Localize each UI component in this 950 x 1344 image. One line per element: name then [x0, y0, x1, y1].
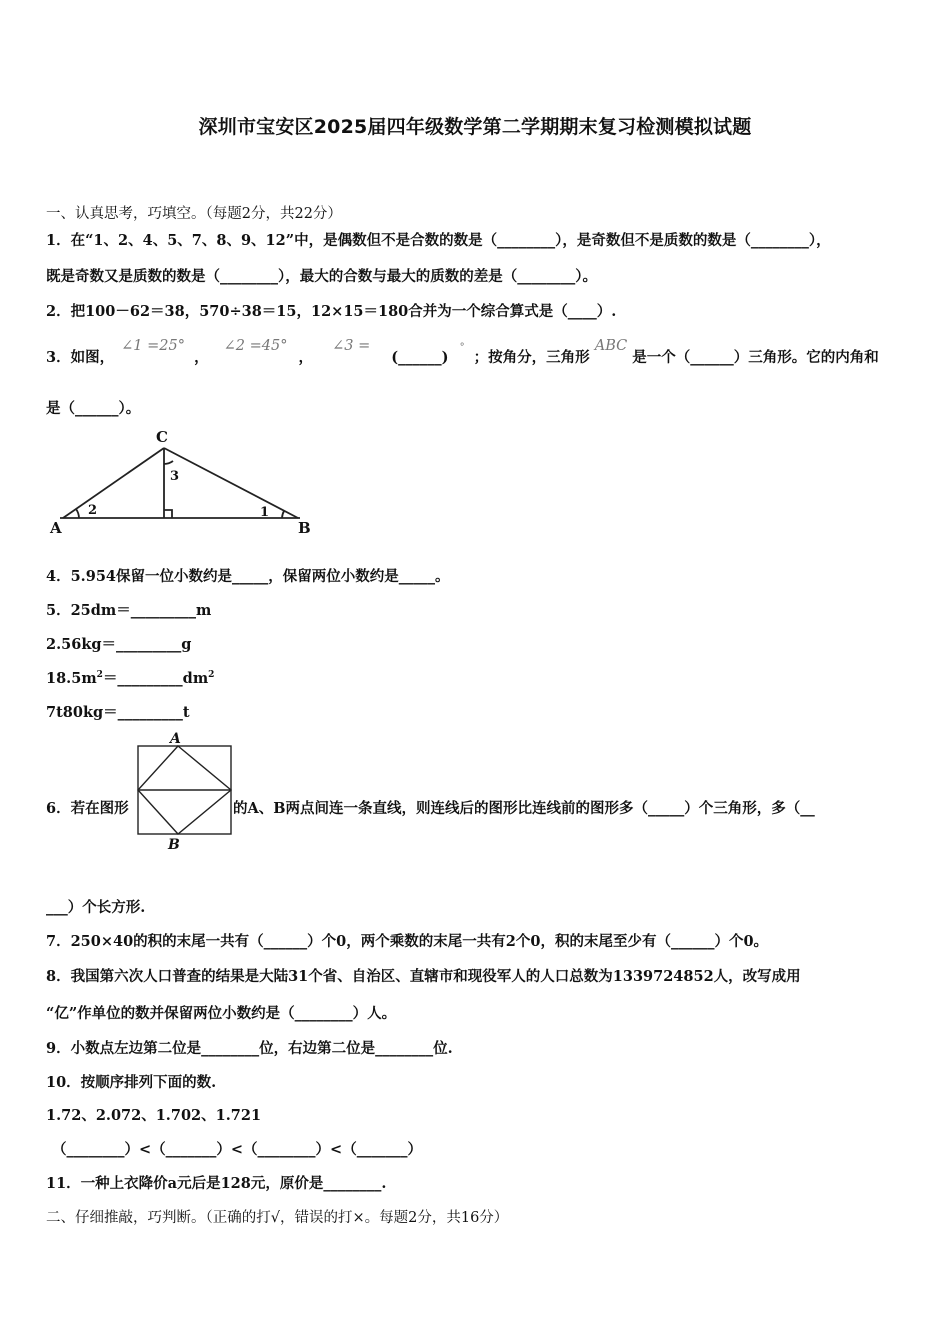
- question-10-numbers: 1.72、2.072、1.702、1.721: [46, 1107, 262, 1124]
- angle-2-value: ∠2 =45°: [223, 338, 288, 354]
- vertex-a-label: A: [50, 519, 62, 537]
- section1-heading: 一、认真思考，巧填空。（每题2分，共22分）: [46, 206, 342, 222]
- angle-3-label: ∠3 =: [332, 338, 371, 354]
- question-6-suffix: 的A、B两点间连一条直线，则连线后的图形比连线前的图形多（_____）个三角形，多（__: [233, 800, 815, 817]
- question-11: 11．一种上衣降价a元后是128元，原价是________.: [46, 1175, 387, 1192]
- triangle-figure: [48, 426, 318, 540]
- question-6-prefix: 6．若在图形: [46, 800, 129, 817]
- q3-comma-1: ，: [194, 349, 209, 366]
- angle-3-blank: (______): [391, 349, 449, 366]
- q5-3-sup-1: 2: [96, 670, 103, 681]
- q3-suffix: 是一个（______）三角形。它的内角和: [632, 349, 879, 366]
- question-10: 10．按顺序排列下面的数.: [46, 1074, 217, 1091]
- q5-3-value: 18.5m: [46, 670, 97, 687]
- rectangle-figure: [134, 730, 234, 852]
- point-a-label: A: [170, 731, 181, 747]
- question-8-line-2: “亿”作单位的数并保留两位小数约是（________）人。: [46, 1005, 397, 1022]
- angle-2-label: 2: [88, 503, 98, 518]
- question-6-line-2: ___）个长方形.: [46, 899, 146, 916]
- question-7: 7．250×40的积的末尾一共有（______）个0，两个乘数的末尾一共有2个0，积的末尾至少有（______）个0。: [46, 933, 769, 950]
- vertex-b-label: B: [298, 519, 311, 537]
- section2-heading: 二、仔细推敲，巧判断。（正确的打√，错误的打×。每题2分，共16分）: [46, 1210, 509, 1226]
- angle-1-value: ∠1 =25°: [121, 338, 185, 354]
- question-9: 9．小数点左边第二位是________位，右边第二位是________位.: [46, 1040, 453, 1057]
- question-3-line-2: 是（______）。: [46, 400, 141, 417]
- q3-prefix: 3．如图，: [46, 349, 115, 366]
- question-3-line-1: [46, 338, 879, 367]
- triangle-abc-label: ABC: [594, 338, 628, 354]
- angle-1-label: 1: [260, 505, 270, 520]
- degree-symbol: °: [459, 342, 465, 353]
- q5-3-sup-2: 2: [208, 670, 215, 681]
- question-10-blanks: （________）<（_______）<（________）<（_______）: [52, 1141, 422, 1158]
- question-1-line-2: 既是奇数又是质数的数是（________），最大的合数与最大的质数的差是（________）。: [46, 268, 597, 285]
- side-cb: [164, 448, 298, 518]
- angle-1-arc: [282, 511, 284, 518]
- right-angle-mark: [164, 510, 172, 518]
- q3-comma-2: ，: [298, 349, 314, 366]
- side-ac: [63, 448, 164, 518]
- question-5-line-4: 7t80kg＝_________t: [46, 704, 190, 721]
- question-1-line-1: 1．在“1、2、4、5、7、8、9、12”中，是偶数但不是合数的数是（________），是奇数但不是质数的数是（________），: [46, 232, 831, 249]
- question-2: 2．把100－62＝38，570÷38＝15，12×15＝180合并为一个综合算式是（____）.: [46, 303, 617, 320]
- vertex-c-label: C: [156, 428, 168, 446]
- page-title: 深圳市宝安区2025届四年级数学第二学期期末复习检测模拟试题: [198, 116, 752, 138]
- angle-3-number: 3: [170, 469, 180, 484]
- q5-3-blank: ＝_________dm: [102, 670, 209, 687]
- question-4: 4．5.954保留一位小数约是_____，保留两位小数约是_____。: [46, 568, 450, 585]
- question-5-line-2: 2.56kg＝_________g: [46, 636, 192, 653]
- question-8-line-1: 8．我国第六次人口普查的结果是大陆31个省、自治区、直辖市和现役军人的人口总数为1339724852人，改写成用: [46, 968, 801, 985]
- point-b-label: B: [168, 837, 180, 852]
- q3-mid: ；按角分，三角形: [473, 349, 590, 366]
- question-5-line-1: 5．25dm＝_________m: [46, 602, 212, 619]
- angle-2-arc: [76, 509, 79, 518]
- question-5-line-3: [46, 667, 214, 688]
- angle-3-arc: [164, 461, 173, 464]
